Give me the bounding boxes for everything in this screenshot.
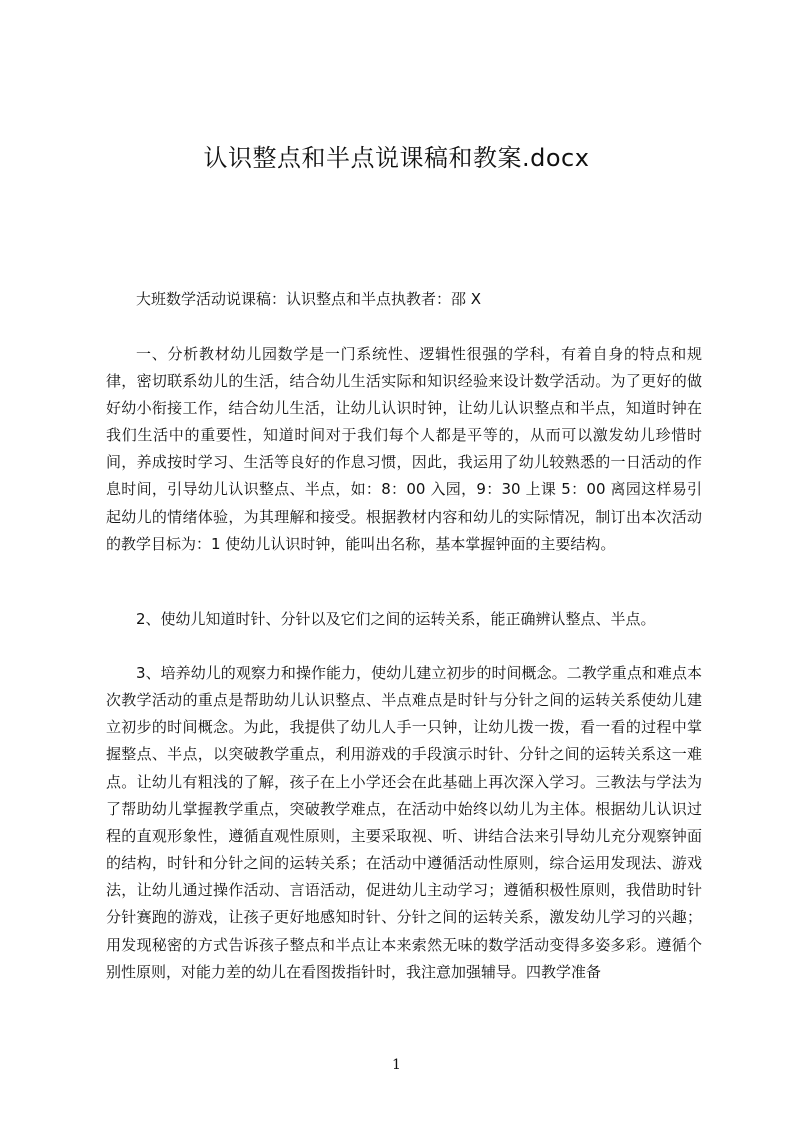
paragraph-objective-2: 2、使幼儿知道时针、分针以及它们之间的运转关系，能正确辨认整点、半点。 [136, 610, 656, 628]
paragraph-objective-3: 3、培养幼儿的观察力和操作能力，使幼儿建立初步的时间概念。二教学重点和难点本次教学活动的重点是帮助幼儿认识整点、半点难点是时针与分针之间的运转关系使幼儿建立初步的时间概念。为此，我提供了幼儿人手一只钟，让幼儿拨一拨，看一看的过程中掌握整点、半点，以突破教学重点，利用游戏的手段演示时针、分针之间的运转关系这一难点。让幼儿有粗浅的了解，孩子在上小学还会在此基础上再次深入学习。三教法与学法为了帮助幼儿掌握教学重点，突破教学难点，在活动中始终以幼儿为主体。根据幼儿认识过程的直观形象性，遵循直观性原则，主要采取视、听、讲结合法来引导幼儿充分观察钟面的结构，时针和分针之间的运转关系；在活动中遵循活动性原则，综合运用发现法、游戏法，让幼儿通过操作活动、言语活动，促进幼儿主动学习；遵循积极性原则，我借助时针分针赛跑的游戏，让孩子更好地感知时针、分针之间的运转关系，激发幼儿学习的兴趣；用发现秘密的方式告诉孩子整点和半点让本来索然无味的数学活动变得多姿多彩。遵循个别性原则，对能力差的幼儿在看图拨指针时，我注意加强辅导。四教学准备 [106, 664, 702, 981]
page-number: 1 [392, 1057, 401, 1073]
document-meta-line: 大班数学活动说课稿：认识整点和半点执教者：邵 X [136, 290, 482, 308]
paragraph-analysis: 一、分析教材幼儿园数学是一门系统性、逻辑性很强的学科，有着自身的特点和规律，密切联系幼儿的生活，结合幼儿生活实际和知识经验来设计数学活动。为了更好的做好幼小衔接工作，结合幼儿生活，让幼儿认识时钟，让幼儿认识整点和半点，知道时钟在我们生活中的重要性，知道时间对于我们每个人都是平等的，从而可以激发幼儿珍惜时间，养成按时学习、生活等良好的作息习惯，因此，我运用了幼儿较熟悉的一日活动的作息时间，引导幼儿认识整点、半点，如：8：00 入园，9：30 上课 5：00 离园这样易引起幼儿的情绪体验，为其理解和接受。根据教材内容和幼儿的实际情况，制订出本次活动的教学目标为：1 使幼儿认识时钟，能叫出名称，基本掌握钟面的主要结构。 [106, 345, 702, 553]
document-title: 认识整点和半点说课稿和教案.docx [203, 144, 590, 172]
